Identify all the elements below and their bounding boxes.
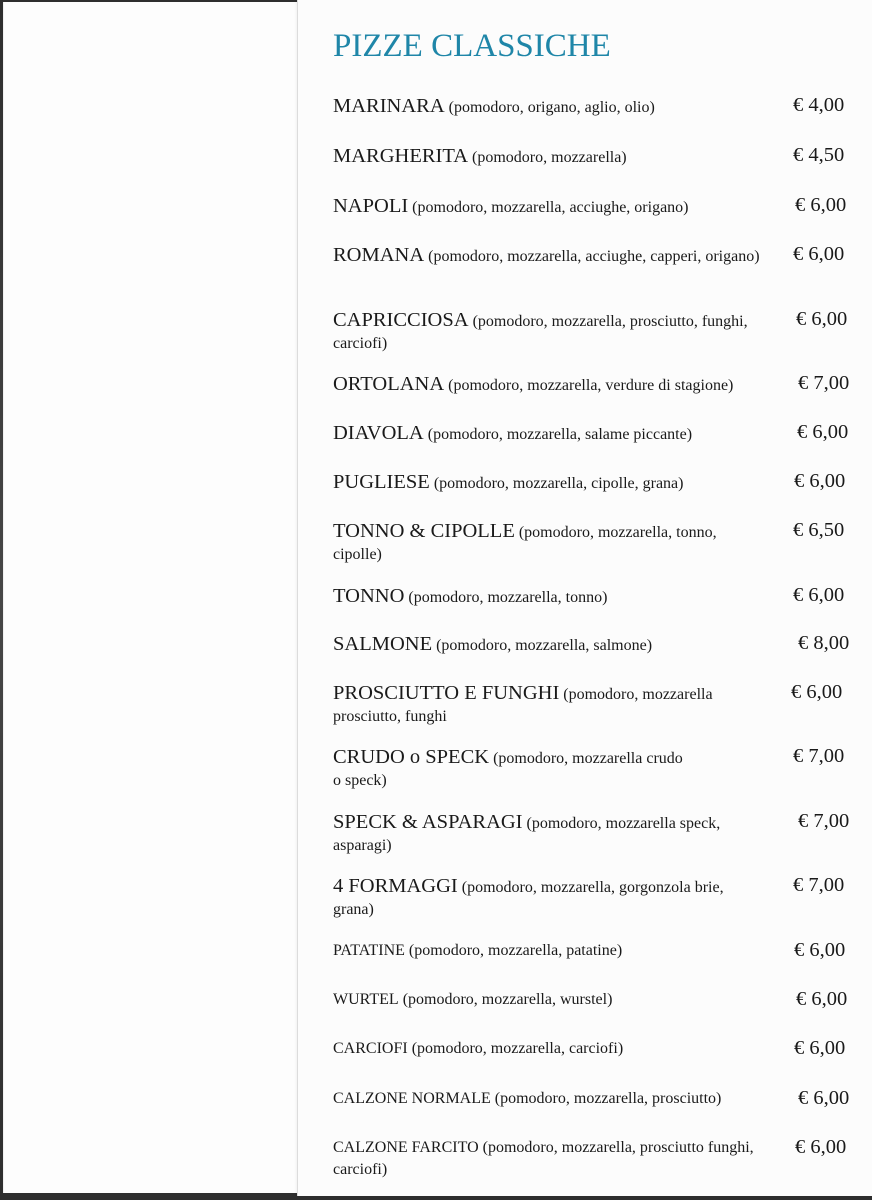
menu-page: [297, 0, 872, 1196]
item-description: (pomodoro, mozzarella, prosciutto): [494, 1090, 722, 1107]
item-description: (pomodoro, mozzarella): [472, 149, 627, 166]
item-price: € 6,00: [795, 1136, 847, 1158]
item-price: € 6,00: [795, 194, 847, 216]
menu-item: [333, 422, 863, 446]
item-name: ORTOLANA: [333, 373, 445, 395]
item-price: € 6,00: [793, 584, 845, 606]
blank-left-page: [3, 2, 298, 1193]
menu-item: [333, 471, 863, 495]
item-description: (pomodoro, mozzarella, prosciutto, funghi, carciofi): [333, 313, 748, 352]
item-price: € 6,00: [797, 421, 849, 443]
item-description: (pomodoro, mozzarella, tonno): [408, 589, 608, 606]
item-description: (pomodoro, mozzarella crudo o speck): [333, 750, 683, 789]
item-description: (pomodoro, mozzarella, acciughe, capperi, origano): [428, 248, 760, 265]
item-name: TONNO & CIPOLLE: [333, 520, 515, 542]
item-name: CAPRICCIOSA: [333, 309, 469, 331]
menu-item: [333, 875, 863, 921]
menu-item: [333, 373, 863, 397]
item-description: (pomodoro, mozzarella, salmone): [436, 637, 653, 654]
item-name: CRUDO o SPECK: [333, 746, 490, 768]
item-name: PATATINE: [333, 942, 405, 959]
item-name: DIAVOLA: [333, 422, 424, 444]
menu-item: [333, 811, 863, 857]
item-name: MARGHERITA: [333, 145, 469, 167]
item-description: (pomodoro, mozzarella, tonno, cipolle): [333, 524, 717, 563]
item-description: (pomodoro, mozzarella, salame piccante): [427, 426, 693, 443]
menu-item: [333, 682, 863, 728]
menu-item: [333, 244, 863, 268]
item-price: € 7,00: [793, 874, 845, 896]
item-name: ROMANA: [333, 244, 425, 266]
menu-item: [333, 1088, 863, 1110]
item-price: € 6,00: [793, 243, 845, 265]
item-price: € 6,00: [794, 470, 846, 492]
menu-item: [333, 309, 863, 355]
menu-title: PIZZE CLASSICHE: [333, 28, 611, 64]
item-name: MARINARA: [333, 95, 445, 117]
item-price: € 4,00: [793, 94, 845, 116]
item-name: TONNO: [333, 585, 405, 607]
item-description: (pomodoro, mozzarella, gorgonzola brie, grana): [333, 879, 724, 918]
menu-item: [333, 195, 863, 219]
item-name: CARCIOFI: [333, 1040, 408, 1057]
item-name: SPECK & ASPARAGI: [333, 811, 523, 833]
item-description: (pomodoro, mozzarella prosciutto, funghi: [333, 686, 713, 725]
menu-item: [333, 95, 863, 119]
menu-item: [333, 145, 863, 169]
item-price: € 6,00: [798, 1087, 850, 1109]
item-description: (pomodoro, mozzarella, prosciutto funghi, carciofi): [333, 1139, 754, 1178]
item-description: (pomodoro, mozzarella, cipolle, grana): [433, 475, 684, 492]
item-name: CALZONE FARCITO: [333, 1139, 479, 1156]
item-name: WURTEL: [333, 991, 399, 1008]
item-price: € 6,50: [793, 519, 845, 541]
item-name: CALZONE NORMALE: [333, 1090, 491, 1107]
item-price: € 7,00: [798, 810, 850, 832]
item-description: (pomodoro, mozzarella, acciughe, origano): [412, 199, 689, 216]
item-price: € 6,00: [794, 1037, 846, 1059]
item-price: € 8,00: [798, 632, 850, 654]
item-description: (pomodoro, mozzarella speck, asparagi): [333, 815, 721, 854]
menu-item: [333, 585, 863, 609]
item-price: € 6,00: [796, 308, 848, 330]
item-description: (pomodoro, mozzarella, wurstel): [402, 991, 613, 1008]
item-name: SALMONE: [333, 633, 433, 655]
item-name: PUGLIESE: [333, 471, 430, 493]
item-price: € 7,00: [798, 372, 850, 394]
menu-item: [333, 989, 863, 1011]
item-description: (pomodoro, origano, aglio, olio): [448, 99, 655, 116]
item-price: € 7,00: [793, 745, 845, 767]
item-price: € 6,00: [791, 681, 843, 703]
menu-item: [333, 633, 863, 657]
item-name: 4 FORMAGGI: [333, 875, 458, 897]
item-price: € 6,00: [796, 988, 848, 1010]
item-price: € 4,50: [793, 144, 845, 166]
item-name: PROSCIUTTO E FUNGHI: [333, 682, 560, 704]
menu-item: [333, 520, 863, 566]
menu-item: [333, 940, 863, 962]
item-price: € 6,00: [794, 939, 846, 961]
menu-item: [333, 1137, 863, 1181]
item-name: NAPOLI: [333, 195, 409, 217]
menu-item: [333, 746, 863, 792]
item-description: (pomodoro, mozzarella, carciofi): [411, 1040, 624, 1057]
menu-item: [333, 1038, 863, 1060]
item-description: (pomodoro, mozzarella, patatine): [408, 942, 623, 959]
item-description: (pomodoro, mozzarella, verdure di stagione): [448, 377, 734, 394]
